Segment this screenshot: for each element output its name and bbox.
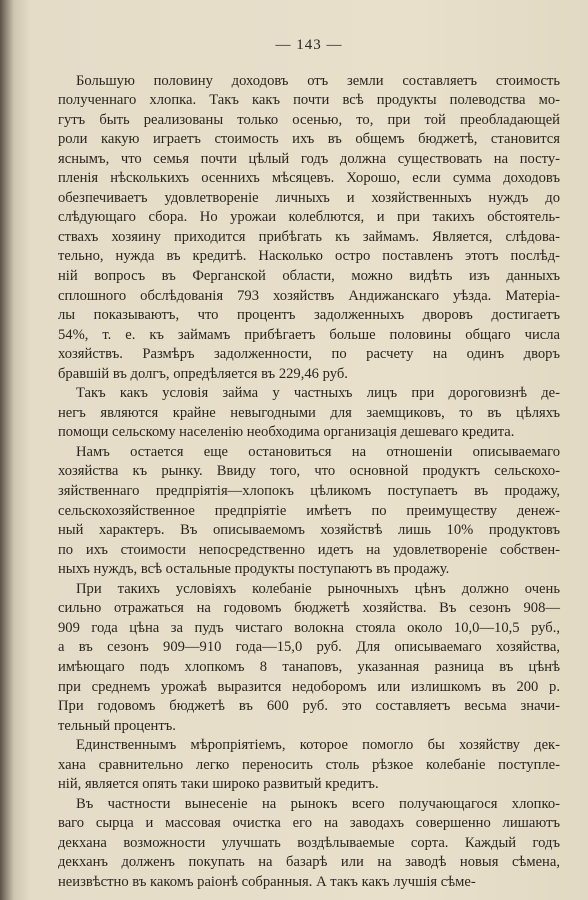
paragraph [58, 795, 560, 893]
text-line: при среднемъ урожаѣ выразится недоборомъ или излишкомъ въ 200 р. [58, 678, 560, 695]
text-line: пленія нѣсколькихъ осеннихъ мѣсяцевъ. Хорошо, если сумма доходовъ [58, 170, 560, 187]
page-number: — 143 — [275, 37, 343, 53]
text-line: негъ являются крайне невыгодными для заемщиковъ, то въ цѣляхъ [58, 404, 560, 421]
text-line: помощи сельскому населенію необходима организація дешеваго кредита. [58, 424, 515, 441]
text-line: тельно, нужда въ кредитѣ. Насколько остро поставленъ этотъ послѣд- [58, 248, 560, 265]
text-line: бравшій въ долгъ, опредѣляется въ 229,46 руб. [58, 365, 348, 382]
text-line: яснымъ, что семья почти цѣлый годъ должна существовать на посту- [58, 150, 560, 167]
text-line: ствахъ хозяину приходится прибѣгать къ займамъ. Является, слѣдова- [58, 228, 560, 245]
text-line: При годовомъ бюджетѣ въ 600 руб. это составляетъ весьма значи- [58, 698, 560, 715]
text-line: ній, является опять таки широко развитый кредитъ. [58, 776, 379, 793]
paragraph [58, 384, 560, 443]
text-line: сильно отражаться на годовомъ бюджетѣ хозяйства. Въ сезонъ 908— [58, 600, 560, 617]
text-line: обезпечиваетъ удовлетвореніе личныхъ и хозяйственныхъ нуждъ до [58, 189, 560, 206]
text-line: а въ сезонъ 909—910 года—15,0 руб. Для описываемаго хозяйства, [58, 639, 560, 656]
text-line: ній вопросъ въ Ферганской области, можно видѣть изъ данныхъ [58, 268, 560, 285]
text-line: ныхъ нуждъ, всѣ остальные продукты поступаютъ въ продажу. [58, 561, 450, 578]
paragraph [58, 736, 560, 795]
text-line: имѣющаго подъ хлопкомъ 8 танаповъ, указанная разница въ цѣнѣ [58, 658, 560, 675]
text-line: хозяйства къ рынку. Ввиду того, что основной продуктъ сельскохо- [58, 463, 560, 480]
text-line: ный характеръ. Въ описываемомъ хозяйствѣ лишь 10% продуктовъ [58, 522, 560, 539]
text-line: тельный процентъ. [58, 717, 176, 734]
text-line: хозяйствъ. Размѣръ задолженности, по расчету на одинъ дворъ [58, 346, 560, 363]
text-line: неизвѣстно въ какомъ раіонѣ собранныя. А такъ какъ лучшія сѣме- [58, 873, 476, 890]
text-body [58, 72, 560, 893]
text-line: 54%, т. е. къ займамъ прибѣгаетъ больше половины общаго числа [58, 326, 560, 343]
paragraph [58, 72, 560, 385]
text-line: декханъ долженъ покупать на базарѣ или на заводѣ новыя сѣмена, [58, 854, 560, 871]
text-line: Въ частности вынесеніе на рынокъ всего получающагося хлопко- [76, 795, 560, 812]
text-line: Намъ остается еще остановиться на отношеніи описываемаго [76, 443, 560, 460]
paragraph [58, 443, 560, 580]
text-line: лы показываютъ, что процентъ задолженныхъ дворовъ достигаетъ [58, 307, 560, 324]
text-line: декхана возможности улучшать воздѣлываемые сорта. Каждый годъ [58, 834, 560, 851]
text-line: Большую половину доходовъ отъ земли составляетъ стоимость [76, 72, 560, 89]
text-line: При такихъ условіяхъ колебаніе рыночныхъ цѣнъ должно очень [76, 580, 560, 597]
text-line: по ихъ стоимости непосредственно идетъ на удовлетвореніе собствен- [58, 541, 560, 558]
text-line: Единственнымъ мѣропріятіемъ, которое помогло бы хозяйству дек- [76, 737, 560, 754]
text-line: хана сравнительно легко переносить столь рѣзкое колебаніе поступле- [58, 756, 560, 773]
text-line: ваго сырца и массовая очистка его на заводахъ совершенно лишаютъ [58, 815, 560, 832]
text-line: слѣдующаго сбора. Но урожаи колеблются, и при такихъ обстоятель- [58, 209, 560, 226]
text-line: Такъ какъ условія займа у частныхъ лицъ при дороговизнѣ де- [76, 385, 560, 402]
text-line: сельскохозяйственное предпріятіе имѣетъ по преимуществу денеж- [58, 502, 560, 519]
text-line: гутъ быть реализованы только осенью, то, при той преобладающей [58, 111, 560, 128]
text-line: сплошного обслѣдованія 793 хозяйствъ Андижанскаго уѣзда. Матеріа- [58, 287, 560, 304]
text-line: 909 года цѣна за пудъ чистаго волокна стояла около 10,0—10,5 руб., [58, 619, 560, 636]
page-content [58, 36, 560, 893]
text-line: полученнаго хлопка. Такъ какъ почти всѣ продукты полеводства мо- [58, 92, 560, 109]
text-line: роли какую играетъ стоимость ихъ въ общемъ бюджетѣ, становится [58, 131, 560, 148]
text-line: зяйственнаго предпріятія—хлопокъ цѣликомъ поступаетъ въ продажу, [58, 483, 560, 500]
paragraph [58, 580, 560, 736]
